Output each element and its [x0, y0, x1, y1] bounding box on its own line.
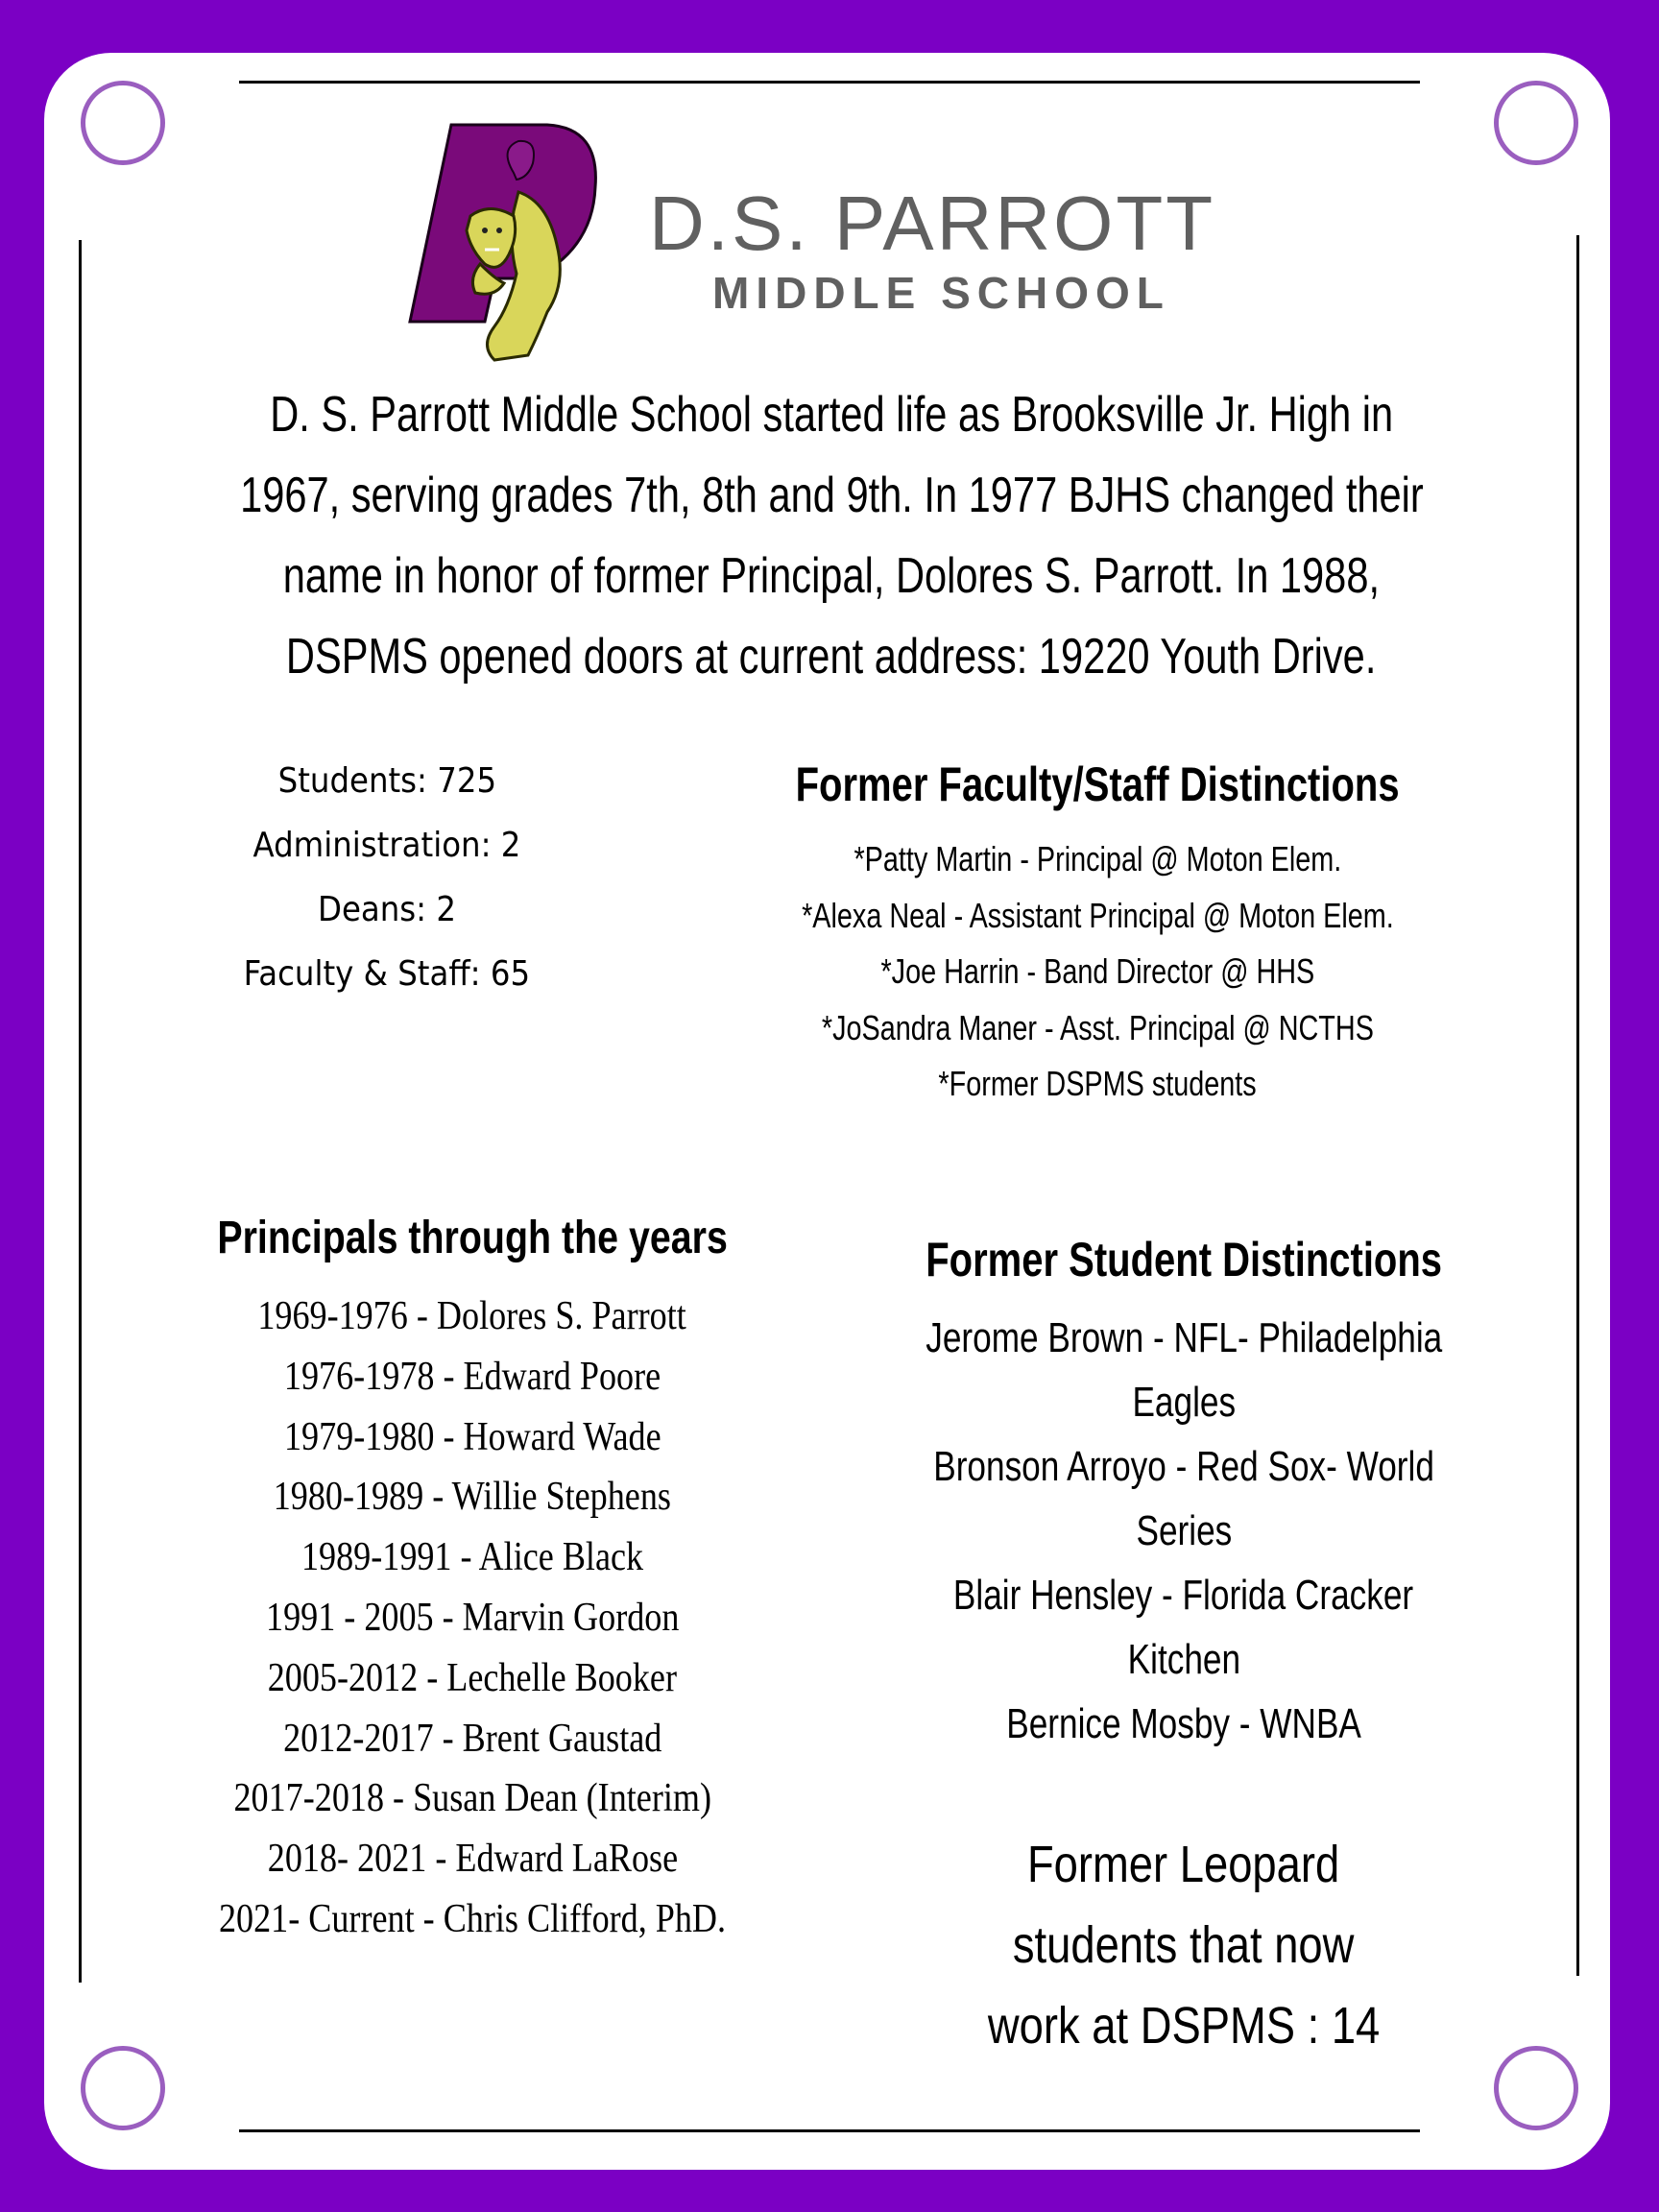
- left-divider: [79, 240, 82, 1983]
- bottom-divider: [239, 2129, 1420, 2132]
- list-item: *Former DSPMS students: [938, 1064, 1257, 1103]
- right-divider: [1576, 235, 1579, 1976]
- callout-line: Former Leopard: [1027, 1836, 1340, 1893]
- intro-line: DSPMS opened doors at current address: 19220 Youth Drive.: [286, 629, 1377, 685]
- list-item: Series: [1136, 1507, 1232, 1554]
- list-item: *Patty Martin - Principal @ Moton Elem.: [854, 839, 1341, 878]
- corner-circle-icon-top-right: [1494, 81, 1578, 165]
- logo-school-name: D.S. PARROTT: [649, 180, 1216, 266]
- list-item: 1989-1991 - Alice Black: [301, 1535, 644, 1580]
- stat-students: Students: 725: [277, 761, 496, 801]
- section-heading: Principals through the years: [217, 1213, 728, 1263]
- list-item: Bronson Arroyo - Red Sox- World: [933, 1443, 1434, 1490]
- list-item: *Joe Harrin - Band Director @ HHS: [880, 951, 1314, 991]
- section-heading: Former Student Distinctions: [926, 1233, 1442, 1286]
- list-item: 1991 - 2005 - Marvin Gordon: [265, 1596, 680, 1640]
- list-item: Bernice Mosby - WNBA: [1006, 1700, 1361, 1747]
- list-item: Jerome Brown - NFL- Philadelphia: [925, 1314, 1442, 1361]
- list-item: *JoSandra Maner - Asst. Principal @ NCTHS: [821, 1007, 1374, 1047]
- callout-line: work at DSPMS : 14: [987, 1997, 1381, 2055]
- list-item: 2012-2017 - Brent Gaustad: [282, 1716, 662, 1761]
- list-item: Eagles: [1132, 1379, 1236, 1426]
- list-item: 2018- 2021 - Edward LaRose: [267, 1837, 678, 1882]
- stat-deans: Deans: 2: [317, 890, 456, 929]
- stat-administration: Administration: 2: [252, 826, 521, 865]
- corner-circle-icon-bottom-left: [81, 2046, 165, 2130]
- list-item: 2021- Current - Chris Clifford, PhD.: [218, 1897, 727, 1941]
- leopard-p-logo-icon: [403, 120, 605, 365]
- intro-line: 1967, serving grades 7th, 8th and 9th. In 1977 BJHS changed their: [239, 468, 1424, 523]
- list-item: 2005-2012 - Lechelle Booker: [267, 1655, 678, 1700]
- callout-line: students that now: [1013, 1916, 1355, 1974]
- list-item: Kitchen: [1127, 1636, 1240, 1683]
- list-item: 1976-1978 - Edward Poore: [283, 1354, 661, 1399]
- top-divider: [239, 81, 1420, 84]
- section-heading: Former Faculty/Staff Distinctions: [795, 757, 1400, 811]
- list-item: 1979-1980 - Howard Wade: [283, 1414, 661, 1459]
- logo-school-type: MIDDLE SCHOOL: [712, 268, 1170, 318]
- corner-circle-icon-top-left: [81, 81, 165, 165]
- stat-faculty-staff: Faculty & Staff: 65: [243, 954, 531, 994]
- list-item: 2017-2018 - Susan Dean (Interim): [233, 1776, 711, 1821]
- list-item: 1980-1989 - Willie Stephens: [273, 1475, 672, 1520]
- intro-line: name in honor of former Principal, Dolores S. Parrott. In 1988,: [282, 548, 1381, 604]
- list-item: Blair Hensley - Florida Cracker: [953, 1572, 1414, 1619]
- list-item: *Alexa Neal - Assistant Principal @ Moton Elem.: [801, 895, 1394, 935]
- intro-line: D. S. Parrott Middle School started life as Brooksville Jr. High in: [270, 387, 1393, 443]
- list-item: 1969-1976 - Dolores S. Parrott: [257, 1294, 687, 1338]
